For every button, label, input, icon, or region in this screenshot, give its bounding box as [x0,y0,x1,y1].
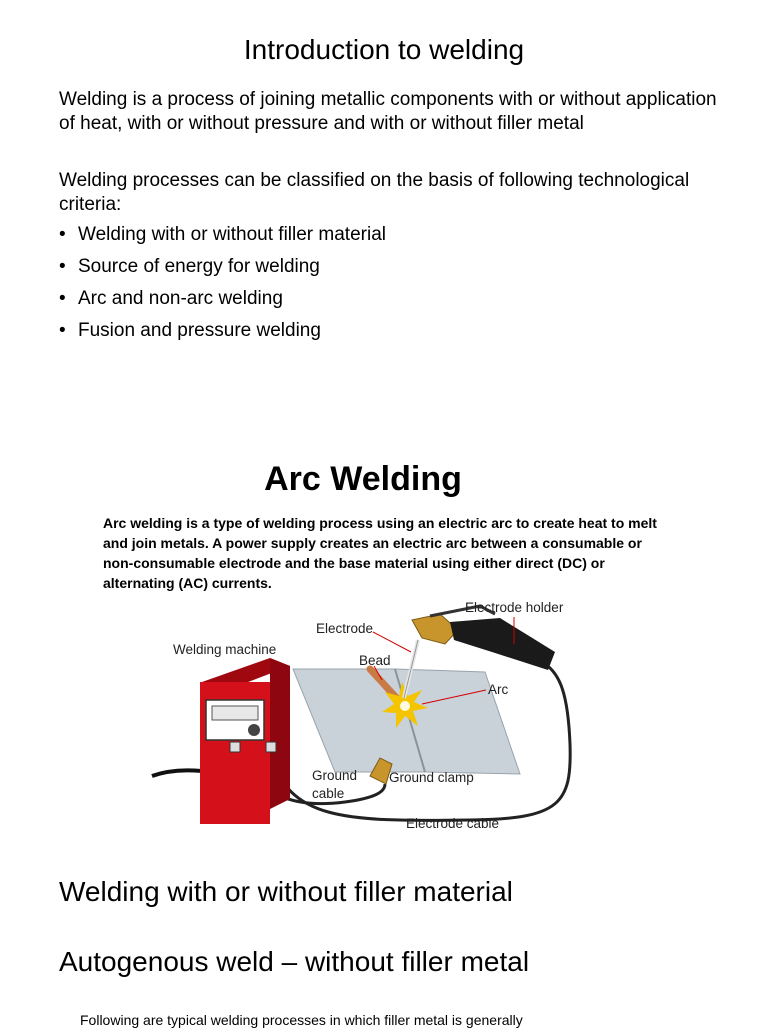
list-item [59,255,386,287]
classification-paragraph: Welding processes can be classified on the basis of following technological criteria: [59,170,690,215]
list-item-text: Arc and non-arc welding [78,288,283,309]
criteria-list [59,223,386,351]
electrode-leader [373,632,411,652]
bullet-icon: • [59,320,66,341]
holder-handle [450,618,555,670]
list-item-text: Source of energy for welding [78,256,320,277]
machine-side [270,658,290,809]
label-arc: Arc [488,682,509,697]
holder-jaw-icon [412,614,458,644]
truncated-footer-text: Following are typical welding processes in which filler metal is generally [80,1012,523,1028]
machine-knob [248,724,260,736]
bullet-icon: • [59,288,66,309]
list-item [59,319,386,351]
bullet-icon: • [59,224,66,245]
machine-meter [212,706,258,720]
label-ground-cable-line1: Ground [312,768,358,783]
section-heading: Welding with or without filler material [59,876,513,907]
label-welding-machine: Welding machine [173,642,277,657]
label-electrode: Electrode [316,621,374,636]
list-item [59,287,386,319]
bullet-icon: • [59,256,66,277]
label-electrode-holder: Electrode holder [465,600,564,615]
label-bead: Bead [359,653,391,668]
page-title: Introduction to welding [243,34,525,65]
label-electrode-cable: Electrode cable [406,816,500,831]
terminal-left [230,742,240,752]
arc-welding-diagram [140,594,600,834]
figure-title: Arc Welding [264,460,462,498]
arc-core [400,701,410,711]
figure-description: Arc welding is a type of welding process using an electric arc to create heat to melt and join metals. A power supply creates an electric arc between a consumable or non-consumable electrode and the base material using either direct (DC) or alternating (AC) currents. [103,515,657,591]
list-item-text: Fusion and pressure welding [78,320,321,341]
definition-paragraph: Welding is a process of joining metallic components with or without application of heat, with or without pressure and with or without filler metal [59,89,717,134]
list-item-text: Welding with or without filler material [78,224,386,245]
label-ground-clamp: Ground clamp [389,770,474,785]
label-ground-cable-line2: cable [312,786,345,801]
section-heading: Autogenous weld – without filler metal [59,946,530,977]
list-item [59,223,386,255]
terminal-right [266,742,276,752]
